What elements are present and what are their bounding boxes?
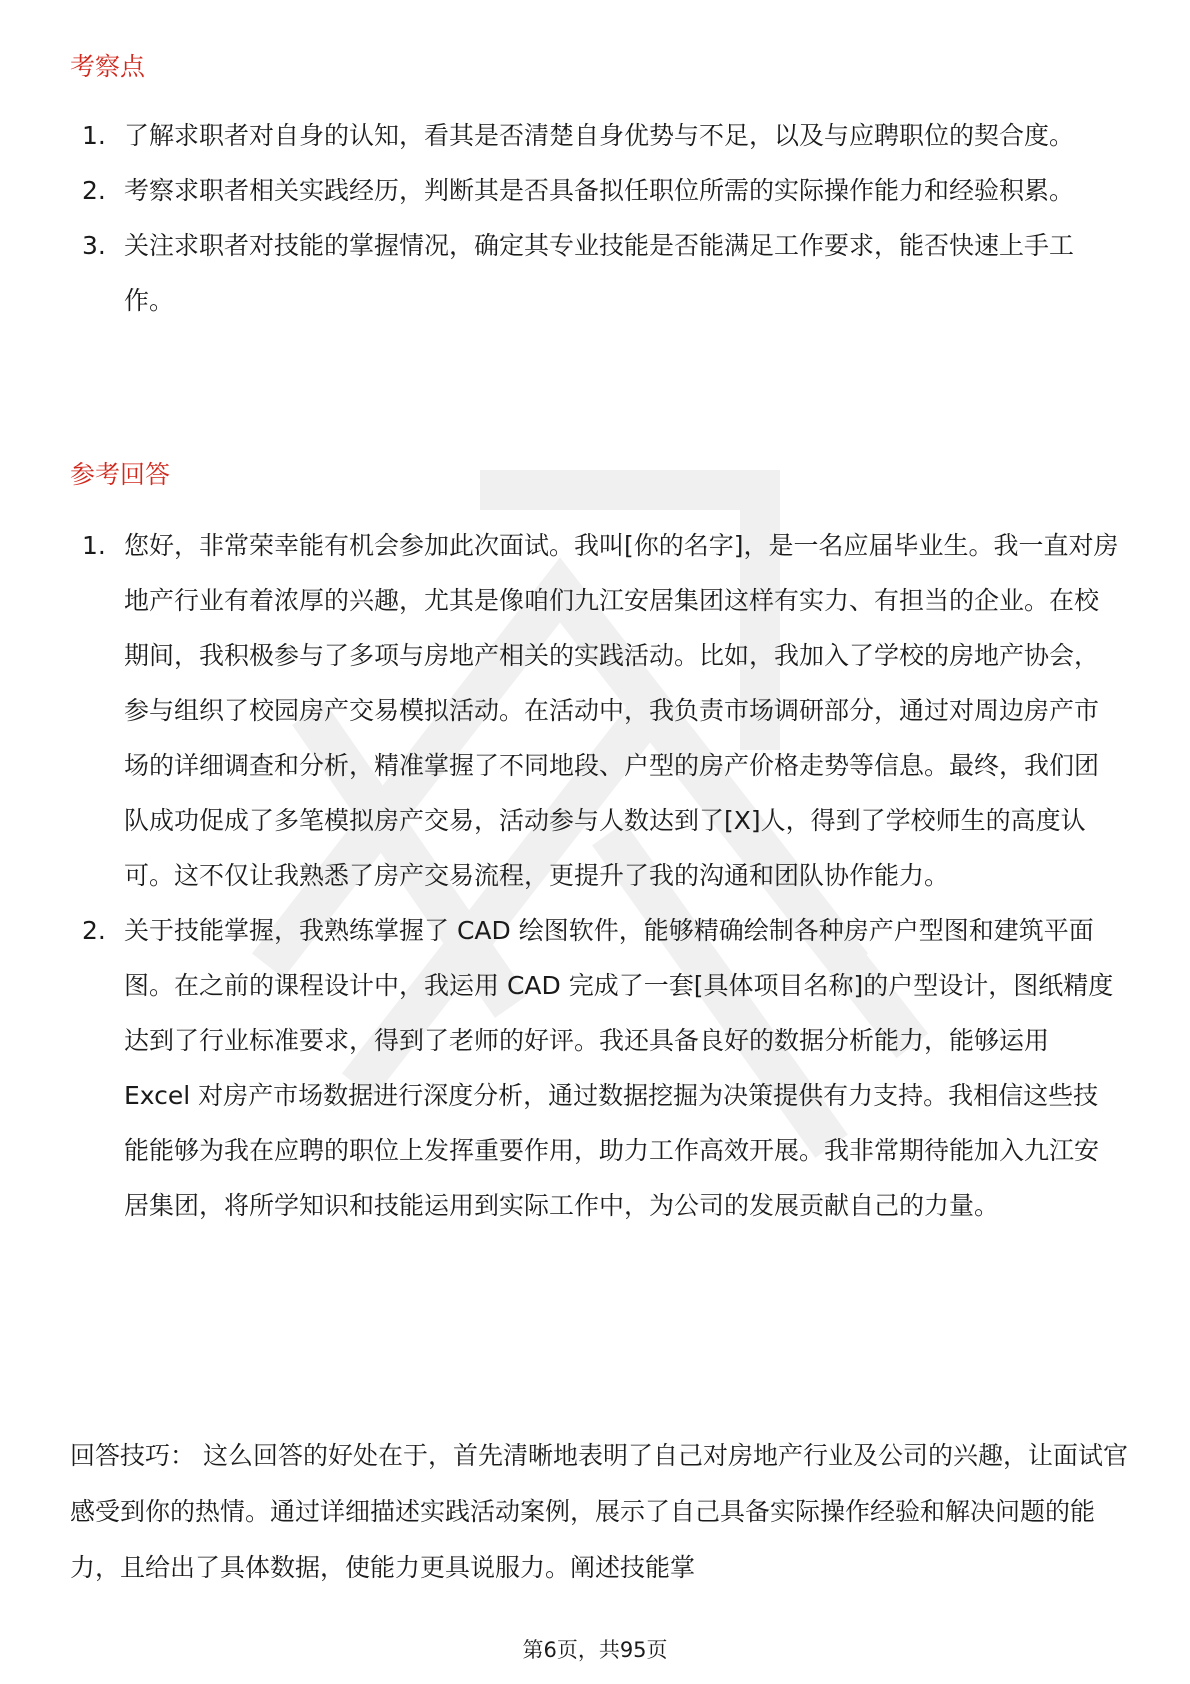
- section-title-key-points: 考察点: [70, 52, 146, 81]
- list-item-text: 关注求职者对技能的掌握情况，确定其专业技能是否能满足工作要求，能否快速上手工作。: [124, 231, 1075, 315]
- answer-tips-paragraph: 回答技巧： 这么回答的好处在于，首先清晰地表明了自己对房地产行业及公司的兴趣，让面试官感受到你的热情。通过详细描述实践活动案例，展示了自己具备实际操作经验和解决问题的能力，且给出了具体数据，使能力更具说服力。阐述技能掌: [70, 1441, 1128, 1582]
- list-item: [82, 518, 1122, 903]
- list-item-number: 2.: [82, 176, 106, 205]
- list-item-text: 考察求职者相关实践经历，判断其是否具备拟任职位所需的实际操作能力和经验积累。: [124, 176, 1075, 205]
- list-item-text: 了解求职者对自身的认知，看其是否清楚自身优势与不足，以及与应聘职位的契合度。: [124, 121, 1075, 150]
- list-item-text: 关于技能掌握，我熟练掌握了 CAD 绘图软件，能够精确绘制各种房产户型图和建筑平面图。在之前的课程设计中，我运用 CAD 完成了一套[具体项目名称]的户型设计，图纸精度达到了行业标准要求，得到了老师的好评。我还具备良好的数据分析能力，能够运用 Excel 对房产市场数据进行深度分析，通过数据挖掘为决策提供有力支持。我相信这些技能能够为我在应聘的职位上发挥重要作用，助力工作高效开展。我非常期待能加入九江安居集团，将所学知识和技能运用到实际工作中，为公司的发展贡献自己的力量。: [124, 916, 1114, 1220]
- list-item-number: 1.: [82, 531, 106, 560]
- list-item: [82, 163, 1122, 218]
- list-item-text: 您好，非常荣幸能有机会参加此次面试。我叫[你的名字]，是一名应届毕业生。我一直对房地产行业有着浓厚的兴趣，尤其是像咱们九江安居集团这样有实力、有担当的企业。在校期间，我积极参与了多项与房地产相关的实践活动。比如，我加入了学校的房地产协会，参与组织了校园房产交易模拟活动。在活动中，我负责市场调研部分，通过对周边房产市场的详细调查和分析，精准掌握了不同地段、户型的房产价格走势等信息。最终，我们团队成功促成了多笔模拟房产交易，活动参与人数达到了[X]人，得到了学校师生的高度认可。这不仅让我熟悉了房产交易流程，更提升了我的沟通和团队协作能力。: [124, 531, 1119, 890]
- list-item: [82, 218, 1122, 328]
- list-item: [82, 108, 1122, 163]
- reference-answer-list: [82, 518, 1122, 1233]
- list-item: [82, 903, 1122, 1233]
- list-item-number: 1.: [82, 121, 106, 150]
- list-item-number: 2.: [82, 916, 106, 945]
- page-number-footer: 第6页，共95页: [522, 1638, 668, 1662]
- list-item-number: 3.: [82, 231, 106, 260]
- key-points-list: [82, 108, 1122, 328]
- section-title-reference-answer: 参考回答: [70, 460, 171, 489]
